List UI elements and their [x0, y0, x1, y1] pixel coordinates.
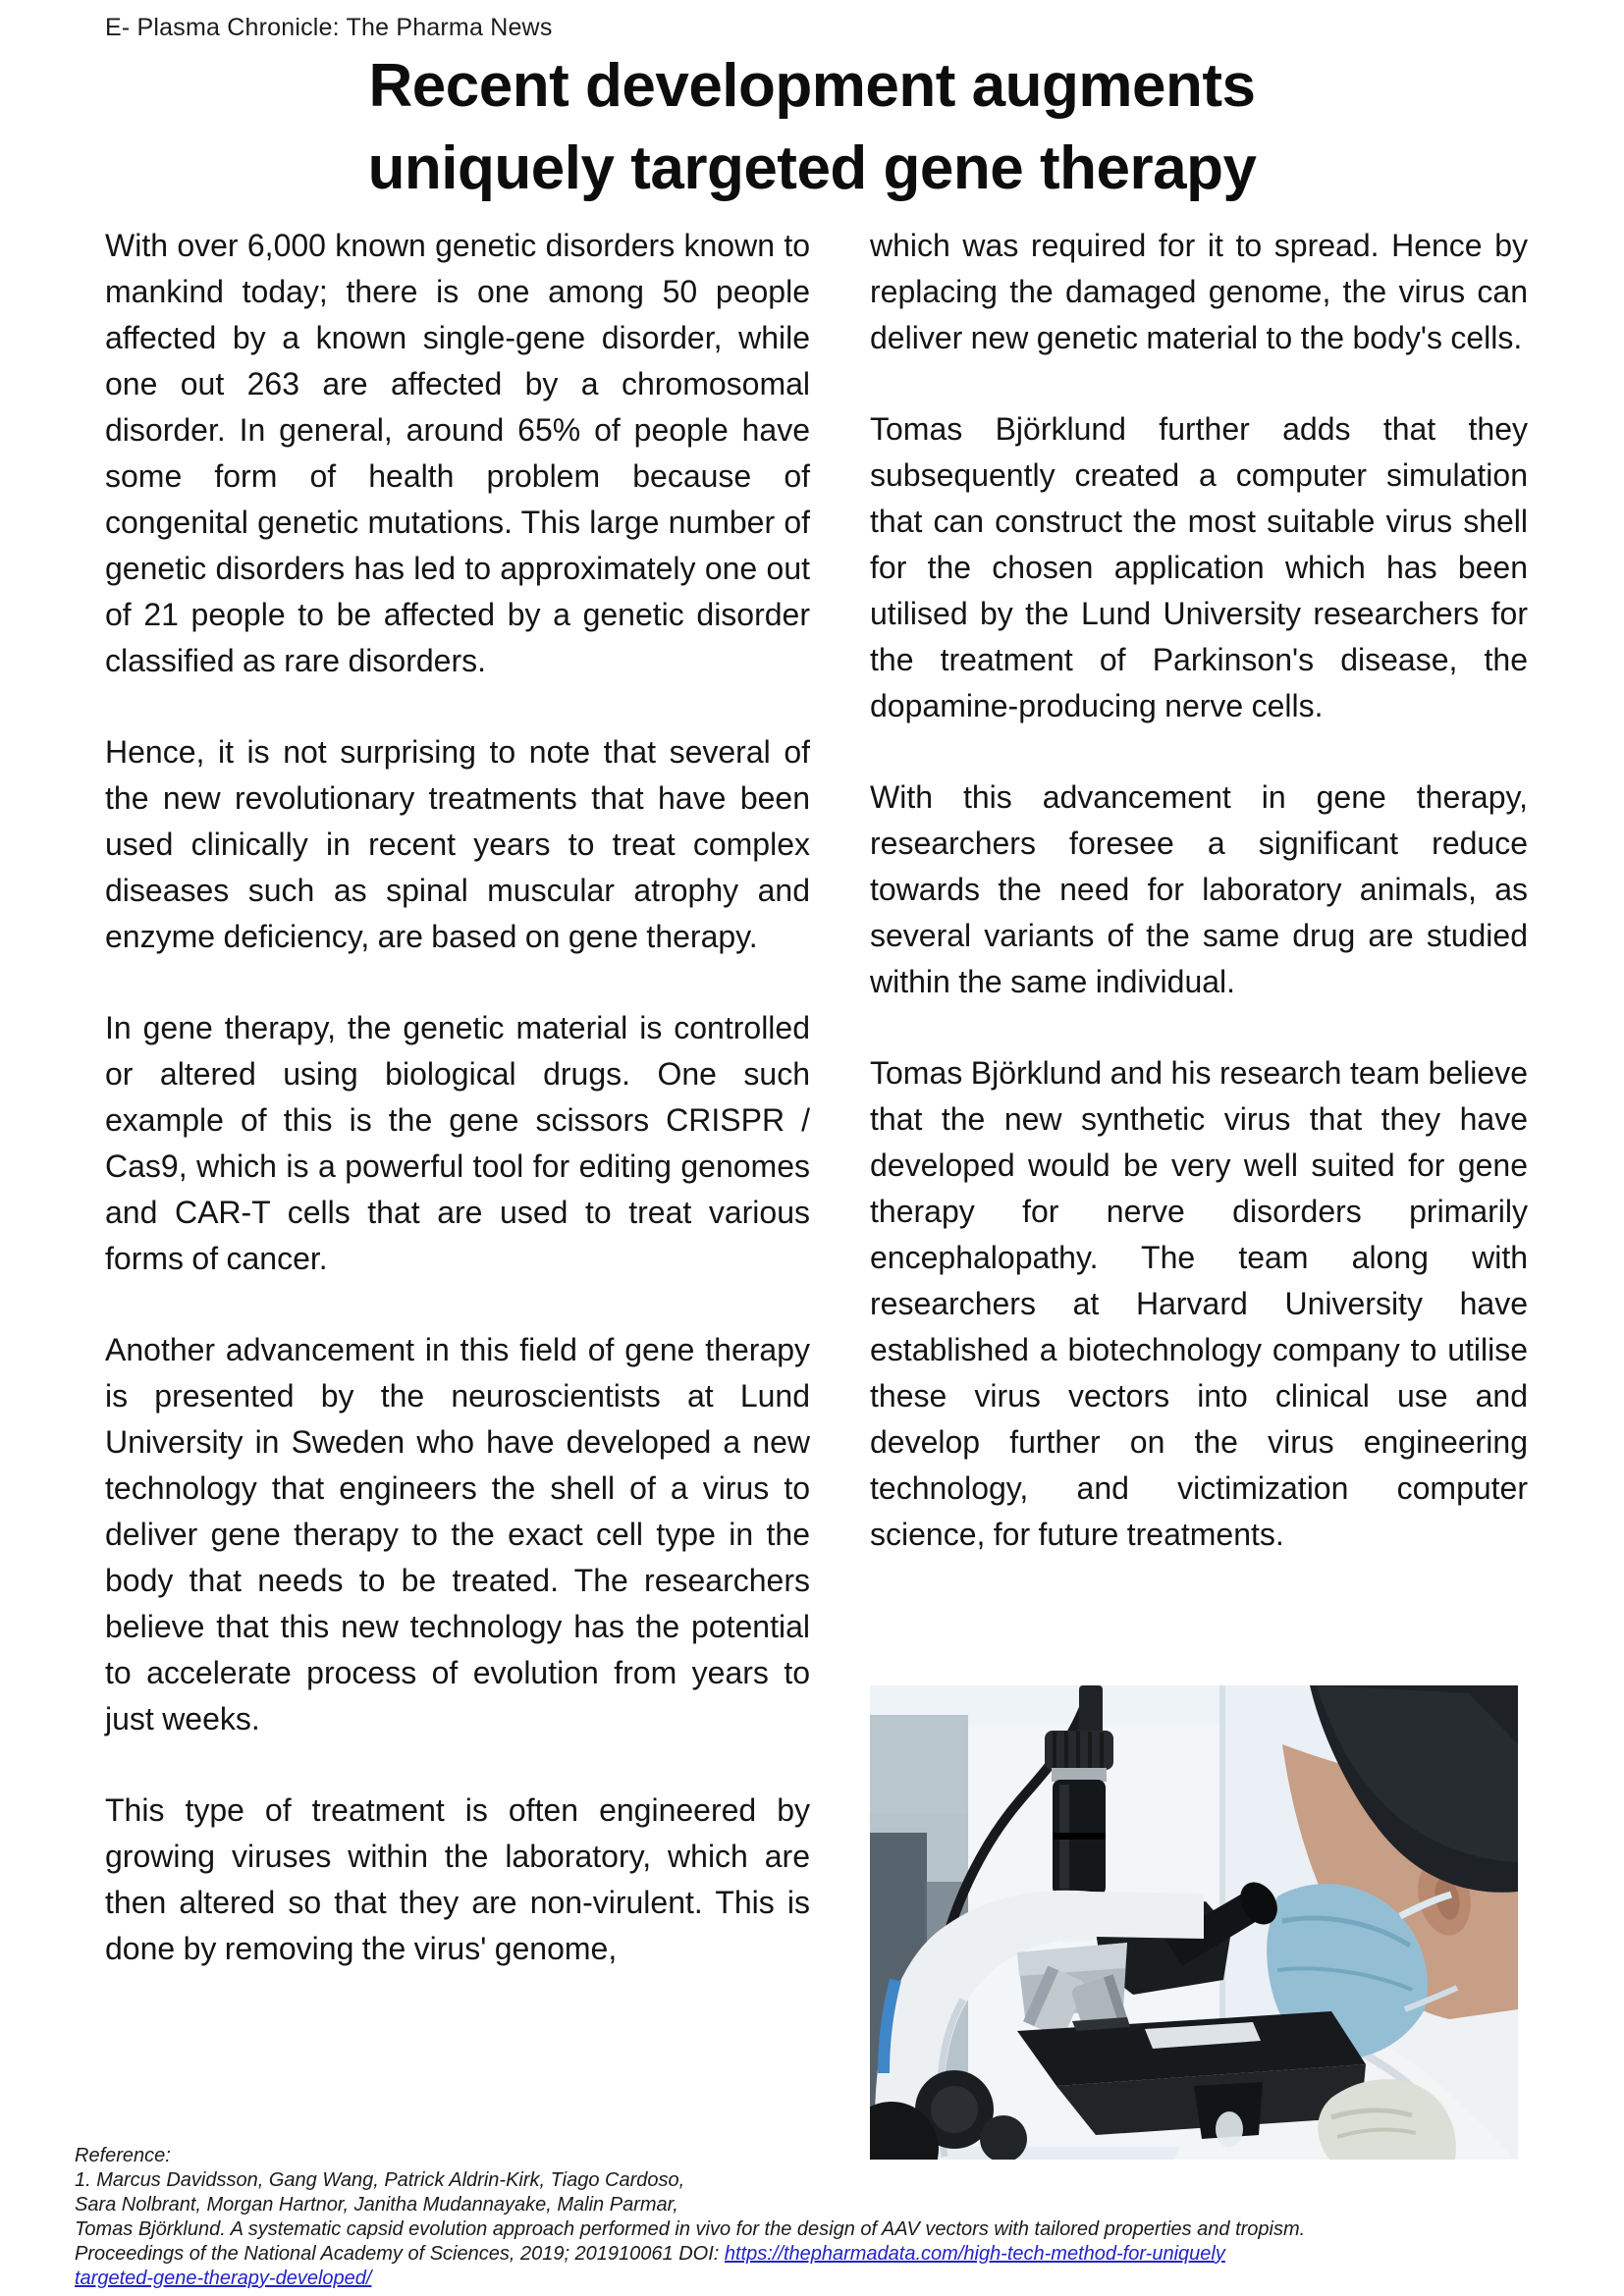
column-right — [870, 223, 1528, 1603]
paragraph-left-4: Another advancement in this field of gene therapy is presented by the neuroscientists at Lund University in Sweden who have developed a new technology that engineers the shell of a virus to deliver gene therapy to the exact cell type in the body that needs to be treated. The researchers believe that this new technology has the potential to accelerate process of evolution from years to just weeks. — [105, 1332, 810, 1736]
paragraph-left-3: In gene therapy, the genetic material is controlled or altered using biological drugs. One such example of this is the gene scissors CRISPR / Cas9, which is a powerful tool for editing genomes and CAR-T cells that are used to treat various forms of cancer. — [105, 1010, 810, 1276]
paragraph-left-1: With over 6,000 known genetic disorders known to mankind today; there is one among 50 people affected by a known single-gene disorder, while one out 263 are affected by a chromosomal disorder. In general, around 65% of people have some form of health problem because of congenital genetic mutations. This large number of genetic disorders has led to approximately one out of 21 people to be affected by a genetic disorder classified as rare disorders. — [105, 228, 810, 678]
microscope-researcher-illustration — [870, 1685, 1518, 2160]
lab-photo — [870, 1685, 1518, 2160]
reference-citation: Tomas Björklund. A systematic capsid evolution approach performed in vivo for the design of AAV vectors with tailored properties and tropism. — [75, 2218, 1306, 2240]
masthead: E- Plasma Chronicle: The Pharma News — [105, 14, 553, 41]
paragraph-right-3: With this advancement in gene therapy, researchers foresee a significant reduce towards the need for laboratory animals, as several variants of the same drug are studied within the same individual. — [870, 779, 1528, 999]
reference-section — [75, 2144, 1577, 2291]
reference-link-line-2[interactable]: targeted-gene-therapy-developed/ — [75, 2268, 372, 2289]
paragraph-right-2: Tomas Björklund further adds that they subsequently created a computer simulation that can construct the most suitable virus shell for the chosen application which has been utilised by the Lund University researchers for the treatment of Parkinson's disease, the dopamine-producing nerve cells. — [870, 411, 1528, 723]
reference-authors-line-2: Sara Nolbrant, Morgan Hartnor, Janitha Mudannayake, Malin Parmar, — [75, 2194, 678, 2216]
reference-journal-line — [75, 2242, 1577, 2267]
article-title — [0, 45, 1624, 210]
reference-journal-text: Proceedings of the National Academy of Sciences, 2019; 201910061 DOI: — [75, 2243, 725, 2265]
article-title-line-1: Recent development augments — [368, 52, 1256, 120]
paragraph-right-4: Tomas Björklund and his research team believe that the new synthetic virus that they have developed would be very well suited for gene therapy for nerve disorders primarily encephalopathy. The team along with researchers at Harvard University have established a biotechnology company to utilise these virus vectors into clinical use and develop further on the virus engineering technology, and victimization computer science, for future treatments. — [870, 1055, 1528, 1552]
reference-authors-line-1: 1. Marcus Davidsson, Gang Wang, Patrick Aldrin-Kirk, Tiago Cardoso, — [75, 2169, 685, 2191]
reference-label: Reference: — [75, 2145, 171, 2166]
column-left — [105, 223, 810, 2017]
paragraph-left-5: This type of treatment is often engineered by growing viruses within the laboratory, which are then altered so that they are non-virulent. This is done by removing the virus' genome, — [105, 1792, 810, 1966]
article-title-line-2: uniquely targeted gene therapy — [367, 134, 1257, 202]
paragraph-left-2: Hence, it is not surprising to note that several of the new revolutionary treatments that have been used clinically in recent years to treat complex diseases such as spinal muscular atrophy and enzyme deficiency, are based on gene therapy. — [105, 734, 810, 954]
reference-link-wrap — [75, 2267, 1577, 2291]
reference-link-line-1[interactable]: https://thepharmadata.com/high-tech-method-for-uniquely — [724, 2243, 1225, 2265]
paragraph-right-1: which was required for it to spread. Hence by replacing the damaged genome, the virus can deliver new genetic material to the body's cells. — [870, 228, 1528, 355]
